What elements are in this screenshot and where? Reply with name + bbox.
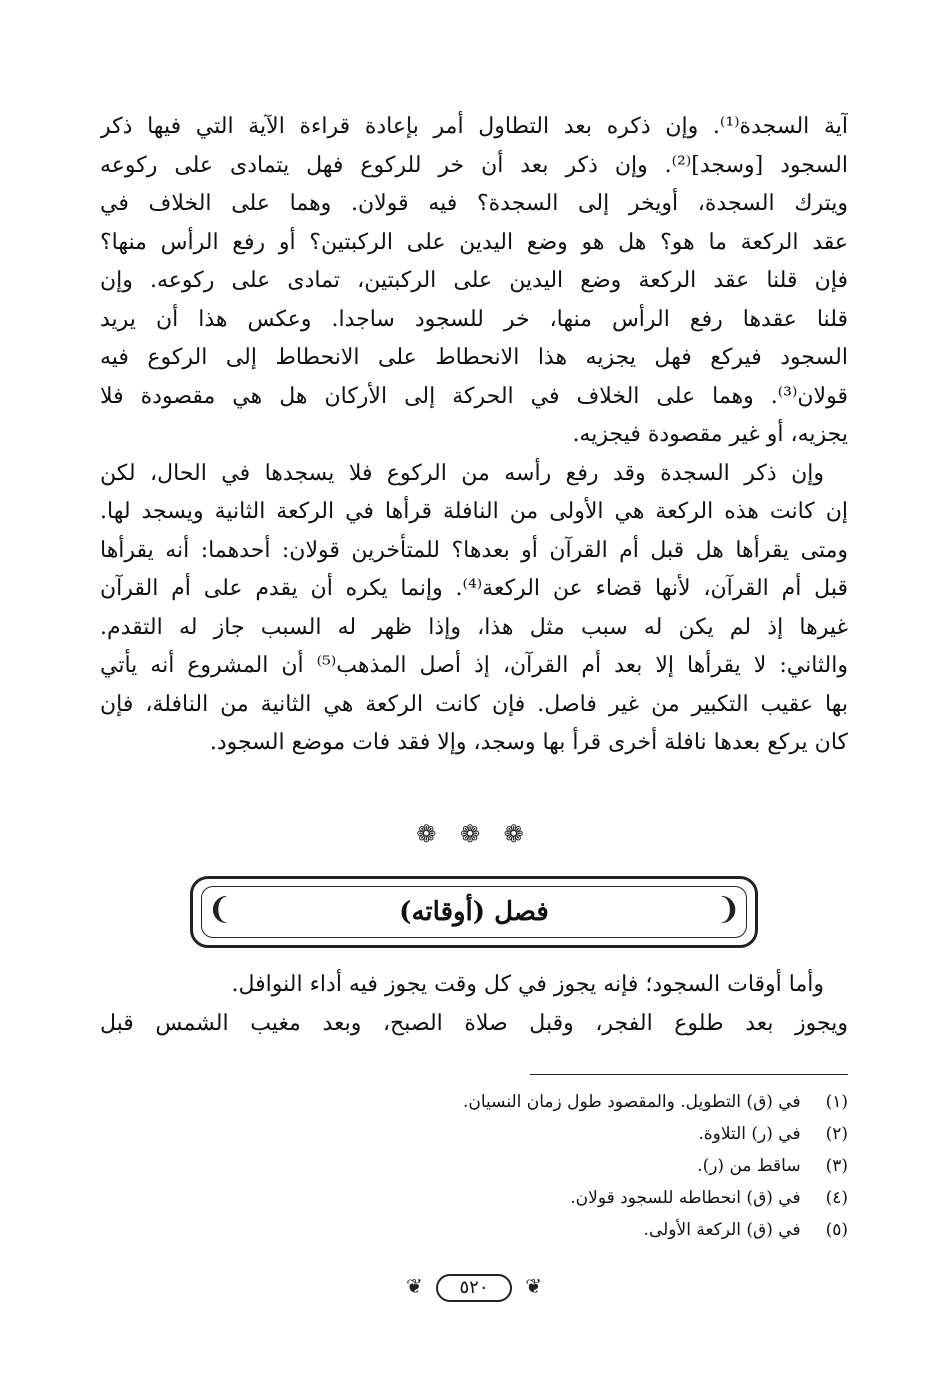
text-line: بها عقيب التكبير من غير فاصل. فإن كانت الركعة هي الثانية من النافلة، فإن xyxy=(100,691,848,717)
frame-left-bracket-icon: ❨ xyxy=(207,892,233,927)
text-line: وأما أوقات السجود؛ فإنه يجوز في كل وقت يجوز فيه أداء النوافل. xyxy=(231,972,824,997)
text-line: قبل أم القرآن، لأنها قضاء عن الركعة⁽⁴⁾. وإنما يكره أن يقدم على أم القرآن xyxy=(100,576,848,601)
footnotes xyxy=(100,1086,848,1246)
text-line: السجود فيركع فهل يجزيه هذا الانحطاط على الانحطاط إلى الركوع فيه xyxy=(100,345,848,370)
text-line: ويترك السجدة، أويخر إلى السجدة؟ فيه قولان. وهما على الخلاف في xyxy=(100,191,848,216)
footnote-text: في (ق) الركعة الأولى. xyxy=(643,1220,801,1240)
text-line: ويجوز بعد طلوع الفجر، وقبل صلاة الصبح، وبعد مغيب الشمس قبل xyxy=(100,1010,848,1036)
footnote xyxy=(100,1214,848,1246)
text-line: إن كانت هذه الركعة هي الأولى من النافلة قرأها في الركعة الثانية ويسجد لها. xyxy=(100,499,848,524)
main-text xyxy=(100,108,848,763)
footnote xyxy=(100,1118,848,1150)
text-line: قولان⁽³⁾. وهما على الخلاف في الحركة إلى الأركان هل هي مقصودة فلا xyxy=(100,383,848,409)
text-line: ومتى يقرأها هل قبل أم القرآن أو بعدها؟ للمتأخرين قولان: أحدهما: أنه يقرأها xyxy=(100,537,848,563)
left-flourish-icon: ❦ xyxy=(406,1274,423,1298)
page-number: ٥٢٠ xyxy=(436,1274,512,1302)
footnote-number: (٤) xyxy=(825,1188,848,1208)
footnote xyxy=(100,1182,848,1214)
section-separator: ❁ ❁ ❁ xyxy=(416,820,532,848)
footnote-text: في (ق) التطويل. والمقصود طول زمان النسيان. xyxy=(462,1092,801,1112)
text-line: السجود [وسجد]⁽²⁾. وإن ذكر بعد أن خر للركوع فهل يتمادى على ركوعه xyxy=(100,152,848,178)
page-number-ornament xyxy=(404,1268,544,1308)
footnote-number: (٣) xyxy=(825,1156,848,1176)
text-line: يجزيه، أو غير مقصودة فيجزيه. xyxy=(572,422,848,447)
footnote-divider xyxy=(530,1074,848,1075)
footnote xyxy=(100,1086,848,1118)
text-line: وإن ذكر السجدة وقد رفع رأسه من الركوع فلا يسجدها في الحال، لكن xyxy=(100,460,824,486)
footnote xyxy=(100,1150,848,1182)
footnote-text: ساقط من (ر). xyxy=(697,1156,801,1176)
text-line: كان يركع بعدها نافلة أخرى قرأ بها وسجد، وإلا فقد فات موضع السجود. xyxy=(209,730,848,755)
text-line: عقد الركعة ما هو؟ هل هو وضع اليدين على الركبتين؟ أو رفع الرأس منها؟ xyxy=(100,229,848,255)
right-flourish-icon: ❦ xyxy=(525,1274,542,1298)
text-line: والثاني: لا يقرأها إلا بعد أم القرآن، إذ أصل المذهب⁽⁵⁾ أن المشروع أنه يأتي xyxy=(100,653,848,678)
section-title-frame xyxy=(190,876,758,948)
footnote-text: في (ر) التلاوة. xyxy=(698,1124,801,1144)
footnote-number: (٥) xyxy=(825,1220,848,1240)
footnote-text: في (ق) انحطاطه للسجود قولان. xyxy=(570,1188,801,1208)
text-line: فإن قلنا عقد الركعة وضع اليدين على الركبتين، تمادى على ركوعه. وإن xyxy=(100,268,848,293)
text-line: آية السجدة⁽¹⁾. وإن ذكره بعد التطاول أمر بإعادة قراءة الآية التي فيها ذكر xyxy=(100,114,848,139)
footnote-number: (٢) xyxy=(825,1124,848,1144)
footnote-number: (١) xyxy=(825,1092,848,1112)
frame-right-bracket-icon: ❩ xyxy=(715,892,741,927)
text-line: قلنا عقدها رفع الرأس منها، خر للسجود ساجدا. وعكس هذا أن يريد xyxy=(100,306,848,332)
section-title: فصل (أوقاته) xyxy=(399,897,549,927)
text-line: غيرها إذ لم يكن له سبب مثل هذا، وإذا ظهر له السبب جاز له التقدم. xyxy=(100,614,848,640)
section-text xyxy=(100,966,848,1043)
